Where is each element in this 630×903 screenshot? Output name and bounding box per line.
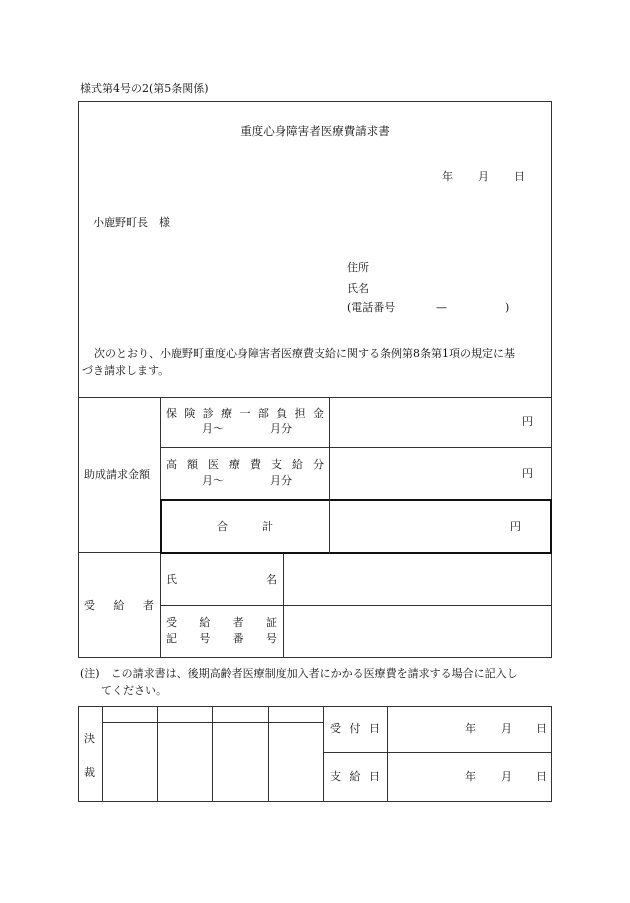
body-text-line2: づき請求します。 (82, 364, 170, 377)
name-label: 氏名 (347, 282, 369, 295)
row2-title (166, 459, 324, 470)
main-form-border (78, 101, 552, 658)
row2-title-char: 給 (292, 458, 303, 471)
amount-row-divider (160, 447, 552, 448)
body-text-line1: 次のとおり、小鹿野町重度心身障害者医療費支給に関する条例第8条第1項の規定に基 (94, 347, 515, 360)
stamp-col-divider (212, 706, 213, 802)
recipient-name-label (166, 574, 277, 585)
cert-label-char: 号 (265, 632, 277, 645)
approval-label-bottom: 裁 (84, 766, 95, 779)
phone-close: ) (505, 301, 510, 314)
recipient-label-char: 受 (84, 599, 95, 612)
row1-title-char: 診 (202, 407, 214, 420)
row2-unit: 円 (522, 467, 533, 480)
row1-period-month2: 月分 (270, 422, 292, 435)
date-label-divider (387, 706, 388, 802)
date-row-divider (323, 752, 552, 753)
stamp-col-divider (323, 706, 324, 802)
received-label-char: 付 (349, 722, 361, 735)
recipient-name-char: 氏 (166, 573, 177, 586)
row1-title-char: 負 (276, 407, 288, 420)
total-value-divider (329, 499, 330, 554)
cert-label-char: 者 (232, 616, 244, 629)
approval-label-top: 決 (84, 732, 95, 745)
total-unit: 円 (510, 520, 521, 533)
cert-label-char: 給 (199, 616, 211, 629)
row1-title-char: 部 (257, 407, 269, 420)
paid-day: 日 (536, 770, 547, 783)
total-label-char: 合 (217, 520, 228, 533)
row2-title-char: 高 (166, 458, 177, 471)
row2-title-char: 医 (208, 458, 219, 471)
amount-section-label: 助成請求金額 (84, 468, 150, 481)
approval-label-divider (102, 706, 103, 802)
recipient-cert-label-line1 (166, 617, 277, 628)
recipient-row-divider (160, 605, 552, 606)
note-line2: てください。 (101, 684, 167, 697)
received-day: 日 (536, 722, 547, 735)
recipient-cert-label-line2 (166, 633, 277, 644)
date-year: 年 (442, 170, 453, 183)
stamp-header-rule (102, 722, 323, 723)
stamp-col-divider (157, 706, 158, 802)
cert-label-char: 証 (265, 616, 277, 629)
row2-title-char: 費 (250, 458, 261, 471)
received-date-label (330, 723, 380, 734)
recipient-label-char: 者 (143, 599, 154, 612)
paid-year: 年 (465, 770, 476, 783)
paid-label-char: 日 (369, 770, 380, 783)
total-label (217, 521, 273, 532)
date-month: 月 (478, 170, 489, 183)
form-title: 重度心身障害者医療費請求書 (240, 124, 390, 138)
phone-dash: — (436, 301, 447, 314)
note-line1: (注) この請求書は、後期高齢者医療制度加入者にかかる医療費を請求する場合に記入し (80, 667, 518, 680)
paid-month: 月 (501, 770, 512, 783)
row2-period-month1: 月〜 (202, 474, 224, 487)
row1-title-char: 療 (221, 407, 233, 420)
date-day: 日 (514, 170, 525, 183)
addressee: 小鹿野町長 様 (93, 216, 170, 229)
cert-label-char: 番 (232, 632, 244, 645)
paid-label-char: 支 (330, 770, 341, 783)
row2-title-char: 支 (271, 458, 282, 471)
row1-unit: 円 (522, 415, 533, 428)
received-label-char: 受 (330, 722, 341, 735)
row1-title-char: 険 (184, 407, 196, 420)
received-month: 月 (501, 722, 512, 735)
row2-title-char: 額 (187, 458, 198, 471)
form-number: 様式第4号の2(第5条関係) (80, 82, 209, 95)
paid-date-label (330, 771, 380, 782)
recipient-label-char: 給 (113, 599, 125, 612)
recipient-name-char: 名 (266, 573, 277, 586)
row1-title-char: 金 (313, 407, 324, 420)
row2-title-char: 療 (229, 458, 240, 471)
approval-table-border (78, 706, 552, 802)
row1-title-char: 担 (294, 407, 306, 420)
paid-label-char: 給 (349, 770, 361, 783)
received-year: 年 (465, 722, 476, 735)
address-label: 住所 (347, 261, 369, 274)
cert-label-char: 号 (199, 632, 211, 645)
stamp-col-divider (268, 706, 269, 802)
total-label-char: 計 (262, 520, 273, 533)
table-top-rule (78, 397, 552, 398)
row2-title-char: 分 (313, 458, 324, 471)
cert-label-char: 受 (166, 616, 177, 629)
cert-label-char: 記 (166, 632, 177, 645)
row2-period-month2: 月分 (270, 474, 292, 487)
row1-title-char: 一 (239, 407, 251, 420)
recipient-label (84, 600, 154, 611)
row1-title (166, 408, 324, 419)
received-label-char: 日 (369, 722, 380, 735)
amount-value-divider (329, 397, 330, 500)
row1-period-month1: 月〜 (202, 422, 224, 435)
row1-title-char: 保 (166, 407, 177, 420)
phone-open: (電話番号 (347, 301, 396, 314)
